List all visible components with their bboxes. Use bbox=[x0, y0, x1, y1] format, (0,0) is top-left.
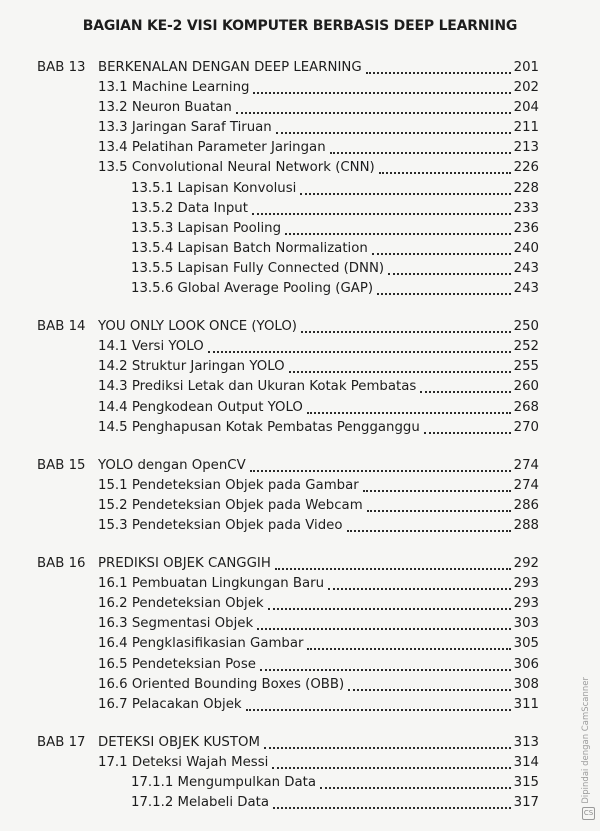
chapter-label: BAB 17 bbox=[37, 734, 86, 750]
entry-text bbox=[98, 655, 258, 675]
toc-entry-row[interactable] bbox=[0, 98, 600, 118]
section-title: Lapisan Konvolusi bbox=[177, 180, 297, 196]
page-number: 293 bbox=[513, 596, 539, 612]
page-number: 202 bbox=[513, 80, 539, 96]
section-number: 13.5.6 bbox=[131, 281, 174, 297]
dot-leader bbox=[307, 398, 511, 414]
dot-leader bbox=[250, 456, 511, 472]
toc-entry-row[interactable] bbox=[0, 158, 600, 178]
section-number: 13.5 bbox=[98, 160, 128, 176]
section-number: 13.5.2 bbox=[131, 200, 174, 216]
page-number: 268 bbox=[513, 399, 539, 415]
toc-chapter-row[interactable] bbox=[0, 317, 600, 337]
section-title: Pengkodean Output YOLO bbox=[131, 399, 303, 415]
entry-text bbox=[98, 377, 418, 397]
page-number: 274 bbox=[513, 477, 539, 493]
dot-leader bbox=[260, 655, 511, 671]
dot-leader bbox=[320, 773, 511, 789]
section-number: 17.1.2 bbox=[131, 795, 174, 811]
page-number: 288 bbox=[513, 517, 539, 533]
section-title: Pelatihan Parameter Jaringan bbox=[131, 140, 326, 156]
page-number: 270 bbox=[513, 419, 539, 435]
dot-leader bbox=[300, 179, 511, 195]
section-number: 13.3 bbox=[98, 120, 128, 136]
dot-leader bbox=[246, 695, 511, 711]
dot-leader bbox=[363, 476, 511, 492]
page-number: 255 bbox=[513, 359, 539, 375]
chapter-block bbox=[0, 317, 600, 438]
page-number: 292 bbox=[513, 556, 539, 572]
page-number: 274 bbox=[513, 457, 539, 473]
section-number: 13.5.5 bbox=[131, 260, 174, 276]
chapter-label: BAB 15 bbox=[37, 457, 86, 473]
dot-leader bbox=[347, 516, 511, 532]
chapter-label: BAB 16 bbox=[37, 556, 86, 572]
entry-text bbox=[131, 279, 375, 299]
page-title: BAGIAN KE-2 VISI KOMPUTER BERBASIS DEEP LEARNING bbox=[82, 18, 518, 34]
entry-text bbox=[98, 138, 328, 158]
toc-entry-row[interactable] bbox=[0, 614, 600, 634]
section-number: 14.2 bbox=[98, 359, 128, 375]
section-number: 16.5 bbox=[98, 656, 128, 672]
toc-entry-row[interactable] bbox=[0, 219, 600, 239]
section-number: 17.1 bbox=[98, 754, 128, 770]
section-title: Neuron Buatan bbox=[131, 100, 232, 116]
chapter-block bbox=[0, 554, 600, 715]
dot-leader bbox=[268, 594, 511, 610]
dot-leader bbox=[366, 58, 511, 74]
toc-entry-row[interactable] bbox=[0, 118, 600, 138]
section-title: Pendeteksian Objek bbox=[131, 596, 264, 612]
section-number: 16.3 bbox=[98, 616, 128, 632]
page-number: 313 bbox=[513, 734, 539, 750]
scanner-watermark bbox=[578, 660, 596, 820]
toc-entry-row[interactable] bbox=[0, 337, 600, 357]
entry-text bbox=[98, 496, 365, 516]
chapter-title: BERKENALAN DENGAN DEEP LEARNING bbox=[98, 60, 362, 75]
dot-leader bbox=[367, 496, 511, 512]
section-title: Data Input bbox=[177, 200, 248, 216]
section-number: 13.5.1 bbox=[131, 180, 174, 196]
chapter-label: BAB 14 bbox=[37, 319, 86, 335]
section-title: Pelacakan Objek bbox=[131, 696, 242, 712]
toc-entry-row[interactable] bbox=[0, 398, 600, 418]
section-title: Convolutional Neural Network (CNN) bbox=[131, 160, 375, 176]
section-number: 14.5 bbox=[98, 419, 128, 435]
dot-leader bbox=[285, 219, 511, 235]
chapter-title: PREDIKSI OBJEK CANGGIH bbox=[98, 556, 271, 572]
camscanner-icon: CS bbox=[582, 807, 595, 820]
entry-text bbox=[131, 199, 250, 219]
entry-text bbox=[131, 219, 283, 239]
dot-leader bbox=[208, 337, 511, 353]
entry-text bbox=[98, 594, 266, 614]
dot-leader bbox=[328, 574, 511, 590]
section-number: 16.7 bbox=[98, 696, 128, 712]
toc-chapter-row[interactable] bbox=[0, 733, 600, 753]
page-number: 243 bbox=[513, 281, 539, 297]
section-title: Melabeli Data bbox=[177, 795, 270, 811]
entry-text bbox=[98, 614, 255, 634]
page-number: 314 bbox=[513, 754, 539, 770]
toc-entry-row[interactable] bbox=[0, 496, 600, 516]
page-number: 226 bbox=[513, 160, 539, 176]
toc-entry-row[interactable] bbox=[0, 634, 600, 654]
section-number: 14.3 bbox=[98, 379, 128, 395]
toc-entry-row[interactable] bbox=[0, 516, 600, 536]
chapter-title: DETEKSI OBJEK KUSTOM bbox=[98, 734, 260, 750]
section-title: Lapisan Batch Normalization bbox=[177, 240, 368, 256]
chapter-block bbox=[0, 733, 600, 813]
section-title: Mengumpulkan Data bbox=[177, 775, 317, 790]
page-number: 250 bbox=[513, 319, 539, 335]
toc-entry-row[interactable] bbox=[0, 695, 600, 715]
toc-entry-row[interactable] bbox=[0, 357, 600, 377]
section-title: Jaringan Saraf Tiruan bbox=[131, 120, 272, 136]
page-number: 303 bbox=[513, 616, 539, 632]
toc-entry-row[interactable] bbox=[0, 793, 600, 813]
toc-entry-row[interactable] bbox=[0, 179, 600, 199]
page-number: 211 bbox=[513, 120, 539, 136]
entry-text bbox=[98, 78, 251, 98]
entry-text bbox=[98, 695, 244, 715]
section-number: 14.4 bbox=[98, 399, 128, 415]
dot-leader bbox=[307, 634, 511, 650]
dot-leader bbox=[253, 78, 511, 94]
page-number: 260 bbox=[513, 379, 539, 395]
section-number: 13.1 bbox=[98, 80, 128, 96]
entry-text bbox=[98, 675, 346, 695]
section-number: 17.1.1 bbox=[131, 775, 174, 790]
entry-text bbox=[98, 118, 274, 138]
toc-entry-row[interactable] bbox=[0, 138, 600, 158]
dot-leader bbox=[276, 118, 511, 134]
page-number: 233 bbox=[513, 200, 539, 216]
section-title: Pengklasifikasian Gambar bbox=[131, 636, 304, 652]
toc-entry-row[interactable] bbox=[0, 259, 600, 279]
dot-leader bbox=[252, 199, 511, 215]
chapter-label: BAB 13 bbox=[37, 60, 86, 75]
page-number: 308 bbox=[513, 676, 539, 692]
entry-text bbox=[131, 259, 386, 279]
page-number: 315 bbox=[513, 775, 539, 790]
entry-text bbox=[98, 753, 270, 773]
dot-leader bbox=[379, 158, 511, 174]
toc-entry-row[interactable] bbox=[0, 655, 600, 675]
chapter-block bbox=[0, 456, 600, 536]
toc-chapter-row[interactable] bbox=[0, 58, 600, 78]
page-number: 236 bbox=[513, 220, 539, 236]
table-of-contents bbox=[0, 58, 600, 831]
toc-entry-row[interactable] bbox=[0, 594, 600, 614]
chapter-title: YOLO dengan OpenCV bbox=[98, 457, 246, 473]
toc-entry-row[interactable] bbox=[0, 773, 600, 793]
dot-leader bbox=[289, 357, 511, 373]
page-number: 201 bbox=[513, 60, 539, 75]
dot-leader bbox=[236, 98, 511, 114]
toc-entry-row[interactable] bbox=[0, 675, 600, 695]
toc-chapter-row[interactable] bbox=[0, 456, 600, 476]
section-title: Pendeteksian Pose bbox=[131, 656, 256, 672]
page-number: 243 bbox=[513, 260, 539, 276]
entry-text bbox=[98, 476, 361, 496]
section-number: 16.4 bbox=[98, 636, 128, 652]
chapter-title: YOU ONLY LOOK ONCE (YOLO) bbox=[98, 319, 297, 335]
entry-text bbox=[98, 357, 287, 377]
section-title: Penghapusan Kotak Pembatas Pengganggu bbox=[131, 419, 420, 435]
entry-text bbox=[131, 773, 318, 793]
entry-text bbox=[98, 418, 422, 438]
dot-leader bbox=[420, 377, 511, 393]
entry-text bbox=[131, 239, 370, 259]
section-number: 16.1 bbox=[98, 576, 128, 592]
page-number: 293 bbox=[513, 576, 539, 592]
dot-leader bbox=[273, 793, 511, 809]
chapter-block bbox=[0, 58, 600, 299]
entry-text bbox=[98, 634, 305, 654]
page-number: 204 bbox=[513, 100, 539, 116]
section-title: Oriented Bounding Boxes (OBB) bbox=[131, 676, 345, 692]
entry-text bbox=[98, 516, 345, 536]
toc-entry-row[interactable] bbox=[0, 279, 600, 299]
section-number: 15.3 bbox=[98, 517, 128, 533]
section-title: Segmentasi Objek bbox=[131, 616, 254, 632]
watermark-text: Dipindai dengan CamScanner bbox=[581, 677, 591, 804]
toc-entry-row[interactable] bbox=[0, 418, 600, 438]
dot-leader bbox=[257, 614, 511, 630]
page-number: 252 bbox=[513, 339, 539, 355]
section-title: Pendeteksian Objek pada Video bbox=[131, 517, 343, 533]
section-title: Prediksi Letak dan Ukuran Kotak Pembatas bbox=[131, 379, 417, 395]
section-title: Versi YOLO bbox=[131, 339, 204, 355]
entry-text bbox=[98, 398, 305, 418]
section-title: Pembuatan Lingkungan Baru bbox=[131, 576, 325, 592]
section-title: Lapisan Pooling bbox=[177, 220, 282, 236]
page-number: 213 bbox=[513, 140, 539, 156]
section-title: Deteksi Wajah Messi bbox=[131, 754, 269, 770]
dot-leader bbox=[348, 675, 511, 691]
toc-entry-row[interactable] bbox=[0, 476, 600, 496]
entry-text bbox=[131, 793, 271, 813]
toc-entry-row[interactable] bbox=[0, 753, 600, 773]
section-number: 14.1 bbox=[98, 339, 128, 355]
section-number: 16.6 bbox=[98, 676, 128, 692]
dot-leader bbox=[377, 279, 511, 295]
entry-text bbox=[98, 337, 206, 357]
dot-leader bbox=[424, 418, 511, 434]
page-number: 311 bbox=[513, 696, 539, 712]
section-title: Pendeteksian Objek pada Webcam bbox=[131, 497, 363, 513]
dot-leader bbox=[272, 753, 511, 769]
section-number: 15.1 bbox=[98, 477, 128, 493]
page-number: 317 bbox=[513, 795, 539, 811]
toc-entry-row[interactable] bbox=[0, 574, 600, 594]
section-title: Lapisan Fully Connected (DNN) bbox=[177, 260, 385, 276]
dot-leader bbox=[275, 554, 511, 570]
toc-entry-row[interactable] bbox=[0, 239, 600, 259]
section-number: 13.5.4 bbox=[131, 240, 174, 256]
toc-entry-row[interactable] bbox=[0, 199, 600, 219]
section-title: Global Average Pooling (GAP) bbox=[177, 281, 374, 297]
page-number: 305 bbox=[513, 636, 539, 652]
dot-leader bbox=[264, 733, 511, 749]
section-number: 13.4 bbox=[98, 140, 128, 156]
page-number: 286 bbox=[513, 497, 539, 513]
entry-text bbox=[98, 158, 377, 178]
page-number: 240 bbox=[513, 240, 539, 256]
section-number: 15.2 bbox=[98, 497, 128, 513]
dot-leader bbox=[372, 239, 511, 255]
section-number: 13.2 bbox=[98, 100, 128, 116]
section-number: 13.5.3 bbox=[131, 220, 174, 236]
entry-text bbox=[131, 179, 298, 199]
toc-chapter-row[interactable] bbox=[0, 554, 600, 574]
dot-leader bbox=[330, 138, 511, 154]
toc-entry-row[interactable] bbox=[0, 377, 600, 397]
section-title: Machine Learning bbox=[131, 80, 250, 96]
section-title: Pendeteksian Objek pada Gambar bbox=[131, 477, 359, 493]
entry-text bbox=[98, 574, 326, 594]
page-number: 306 bbox=[513, 656, 539, 672]
page-number: 228 bbox=[513, 180, 539, 196]
dot-leader bbox=[301, 317, 511, 333]
entry-text bbox=[98, 98, 234, 118]
section-number: 16.2 bbox=[98, 596, 128, 612]
section-title: Struktur Jaringan YOLO bbox=[131, 359, 285, 375]
dot-leader bbox=[388, 259, 511, 275]
toc-entry-row[interactable] bbox=[0, 78, 600, 98]
